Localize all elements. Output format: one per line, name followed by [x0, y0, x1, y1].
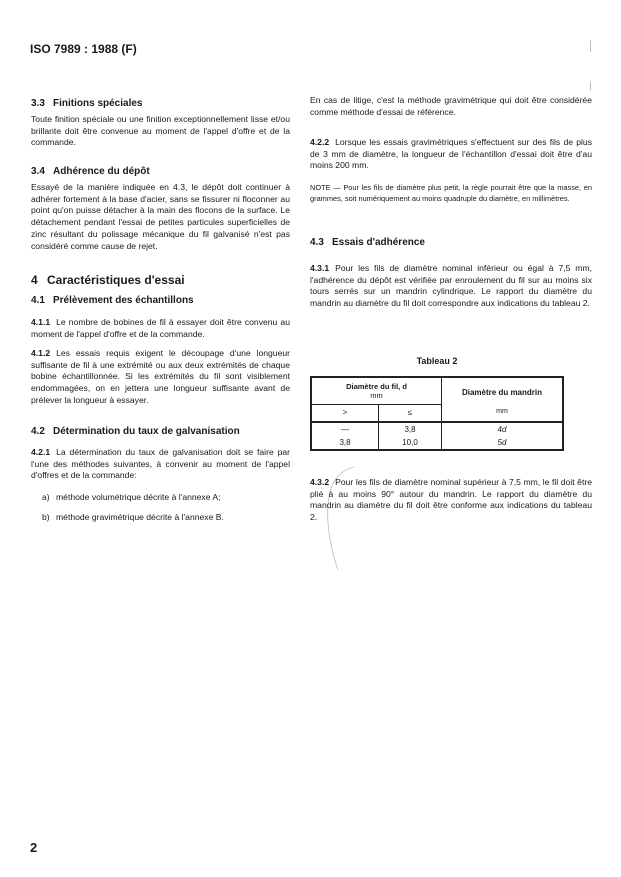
header-label: Diamètre du mandrin — [461, 388, 542, 397]
header-label: Diamètre du fil, d — [346, 381, 407, 391]
table-caption: Tableau 2 — [416, 356, 458, 366]
cell: 3,8 — [379, 422, 442, 436]
header-gt: > — [311, 404, 379, 422]
para-3-4: Essayé de la manière indiquée en 4.3, le dépôt doit continuer à adhérer fortement à la base d'acier, sans se fissurer ni floconner au point qu'on puisse détacher à la main des flocons de la surface. Le détachement pendant l'essai de petites particules superficielles de zinc résultant du polissage mécanique du fil galvanisé n'est pas considéré comme cause de rejet. — [31, 182, 290, 251]
heading-number: 4 — [31, 273, 38, 287]
clause-text: La détermination du taux de galvanisation doit se faire par l'une des méthodes suivantes, à convenir au moment de l'appel d'offres et de la commande: — [31, 447, 290, 481]
para-4-3-1 — [310, 263, 592, 310]
clause-number: 4.2.2 — [310, 137, 330, 147]
list-marker: b) — [42, 512, 50, 522]
heading-number: 4.2 — [31, 426, 45, 437]
heading-4-2 — [31, 426, 290, 437]
margin-mark — [590, 82, 591, 90]
para-4-1-2 — [31, 348, 290, 407]
list-marker: a) — [42, 492, 50, 502]
list-item-b — [42, 512, 301, 524]
heading-number: 4.3 — [310, 237, 324, 248]
table-row — [311, 422, 563, 436]
cell: 10,0 — [379, 436, 442, 450]
heading-3-4 — [31, 166, 290, 177]
heading-title: Finitions spéciales — [53, 98, 143, 109]
heading-title: Prélèvement des échantillons — [53, 295, 194, 306]
table-2 — [310, 376, 564, 451]
clause-number: 4.2.1 — [31, 447, 51, 457]
clause-number: 4.1.1 — [31, 317, 51, 327]
heading-title: Détermination du taux de galvanisation — [53, 426, 240, 437]
list-text: méthode volumétrique décrite à l'annexe A; — [56, 492, 221, 502]
heading-4-1 — [31, 295, 290, 306]
clause-number: 4.3.2 — [310, 477, 330, 487]
header-wire-diameter — [311, 377, 442, 404]
clause-number: 4.3.1 — [310, 263, 330, 273]
cell: 4d — [442, 422, 564, 436]
heading-title: Caractéristiques d'essai — [47, 273, 185, 287]
list-item-a — [42, 492, 301, 504]
table-row — [311, 436, 563, 450]
heading-title: Essais d'adhérence — [332, 237, 425, 248]
header-unit: mm — [370, 390, 383, 400]
para-4-2-2 — [310, 137, 592, 172]
heading-number: 3.3 — [31, 98, 45, 109]
cell: 3,8 — [311, 436, 379, 450]
margin-mark — [590, 40, 591, 52]
clause-text: Le nombre de bobines de fil à essayer doit être convenu au moment de l'appel d'offre et de la commande. — [31, 317, 290, 339]
para-4-1-1 — [31, 317, 290, 340]
heading-4-3 — [310, 237, 592, 248]
header-mandrel-diameter — [442, 377, 564, 422]
heading-3-3 — [31, 98, 290, 109]
clause-number: 4.1.2 — [31, 348, 51, 358]
heading-title: Adhérence du dépôt — [53, 166, 150, 177]
heading-number: 4.1 — [31, 295, 45, 306]
para-3-3: Toute finition spéciale ou une finition exceptionnellement lisse et/ou brillante doit être convenue au moment de l'appel d'offre et de la commande. — [31, 114, 290, 148]
cell: — — [311, 422, 379, 436]
heading-number: 3.4 — [31, 166, 45, 177]
clause-text: Les essais requis exigent le découpage d'une longueur suffisante de fil à une extrémité ou aux deux extrémités de chaque bobine échantillonnée. Si les extrémités du fil sont visiblement endommagées, on en jettera une longueur suffisante avant de prélever la longueur à essayer. — [31, 348, 290, 405]
heading-4 — [31, 273, 290, 287]
clause-text: Pour les fils de diamètre nominal supérieur à 7,5 mm, le fil doit être plié à au moins 90° autour du mandrin. Le rapport du diamètre du mandrin au diamètre du fil doit être conforme aux indications du tableau 2. — [310, 477, 592, 523]
page-number: 2 — [30, 840, 38, 855]
cell: 5d — [442, 436, 564, 450]
list-text: méthode gravimétrique décrite à l'annexe B. — [56, 512, 224, 522]
header-unit: mm — [496, 408, 508, 415]
document-header: ISO 7989 : 1988 (F) — [30, 42, 137, 56]
para-litige: En cas de litige, c'est la méthode gravimétrique qui doit être considérée comme méthode d'essai de référence. — [310, 95, 592, 117]
para-4-3-2 — [310, 477, 592, 524]
clause-text: Lorsque les essais gravimétriques s'effectuent sur des fils de plus de 3 mm de diamètre, la longueur de l'échantillon d'essai doit être d'au moins 200 mm. — [310, 137, 592, 171]
clause-text: Pour les fils de diamètre nominal inférieur ou égal à 7,5 mm, l'adhérence du dépôt est vérifiée par enroulement du fil sur au moins six tours serrés sur un mandrin cylindrique. Le rapport du diamètre du mandrin au diamètre du fil doit correspondre aux indications du tableau 2. — [310, 263, 592, 309]
note: NOTE — Pour les fils de diamètre plus petit, la règle pourrait être que la masse, en grammes, soit numériquement au moins quadruple du diamètre, en millimètres. — [310, 183, 592, 203]
header-le: ≤ — [379, 404, 442, 422]
para-4-2-1 — [31, 447, 290, 482]
